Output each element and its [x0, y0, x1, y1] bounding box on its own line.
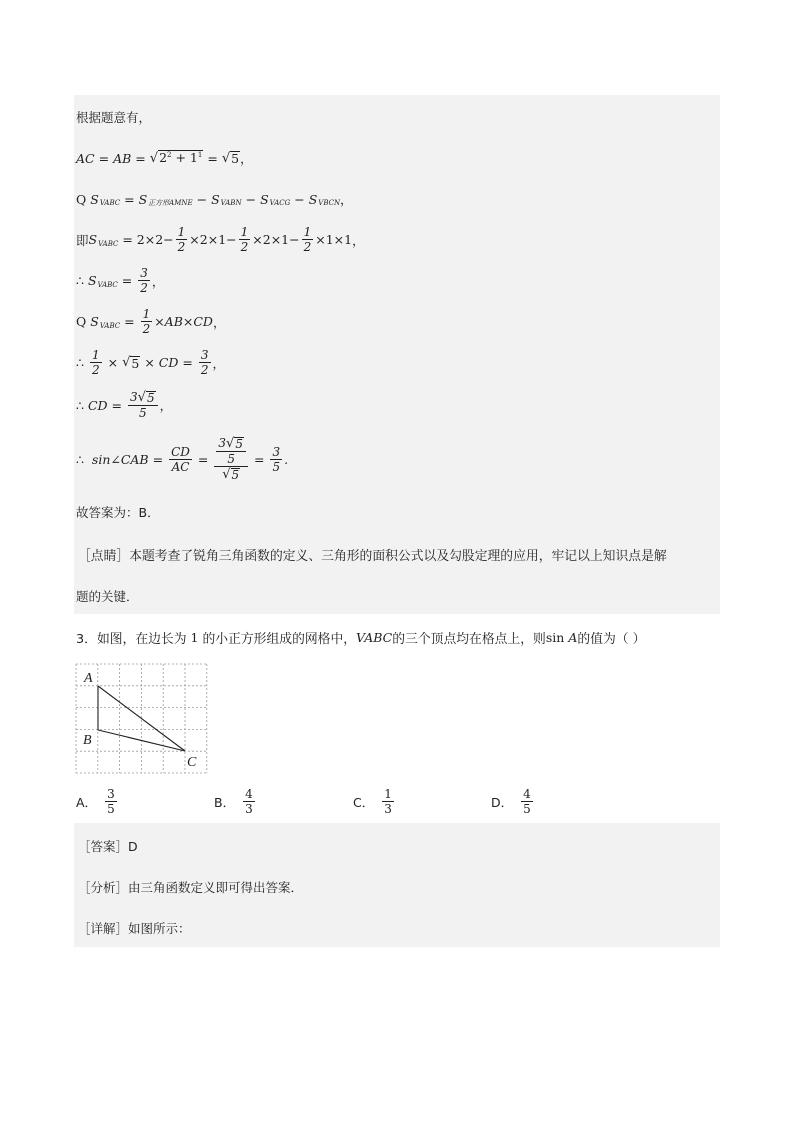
detail-line: ［详解］如图所示：	[78, 921, 191, 936]
option-b[interactable]: B． $\frac{4}{3}$	[214, 787, 253, 816]
var-ab: AB	[113, 150, 132, 166]
grid-figure	[74, 662, 210, 778]
var-ac: AC	[76, 150, 95, 166]
vertex-label-a: A	[84, 671, 93, 686]
answer-line: 故答案为：B．	[76, 505, 160, 520]
equation-area: Q S VABC = S 正方形AMNE − S VABN − S VACG − S VBCN ，	[76, 191, 353, 207]
comment-line-1: ［点睛］本题考查了锐角三角函数的定义、三角形的面积公式以及勾股定理的应用，牢记以上知识点是解	[78, 549, 667, 564]
option-c[interactable]: C． $\frac{1}{3}$	[353, 787, 392, 816]
equation-solve: ∴ $\frac{1}{2}$ × √ 5 × CD = $\frac{3}{2}$ ，	[76, 348, 226, 377]
equation-ac: AC = AB = √ $2^2 + 1^1$ = √ 5 ，	[76, 149, 253, 166]
option-a[interactable]: A． $\frac{3}{5}$	[76, 787, 115, 816]
vertex-label-c: C	[187, 755, 197, 770]
equation-calc: 即 S VABC = 2×2− $\frac{1}{2}$ ×2×1− $\frac{1}{2}$ ×2×1− $\frac{1}{2}$ ×1×1 ，	[76, 225, 365, 254]
equation-cd: ∴ CD = 3 √ 5 5 ，	[76, 390, 173, 420]
sqrt-expression: √ $2^2 + 1^1$	[149, 149, 203, 166]
question-text: 3．如图，在边长为 1 的小正方形组成的网格中， VABC 的三个顶点均在格点上，则 sin A 的值为（ ）	[76, 630, 646, 647]
option-d[interactable]: D． $\frac{4}{5}$	[491, 787, 531, 816]
answer-key: ［答案］D	[78, 839, 138, 854]
equation-result: ∴ S VABC = $\frac{3}{2}$ ，	[76, 266, 165, 295]
intro-line: 根据题意有，	[76, 110, 152, 125]
equation-half: Q S VABC = $\frac{1}{2}$ ×AB×CD ，	[76, 307, 226, 336]
vertex-label-b: B	[83, 733, 92, 748]
analysis-line: ［分析］由三角函数定义即可得出答案．	[78, 880, 304, 895]
sqrt-result: √ 5	[221, 150, 240, 166]
equation-sin: ∴ sin∠CAB = $\frac{CD}{AC}$ = 3 √ 5 5 √ 5 = $\frac{3}{5}$ .	[76, 436, 289, 482]
comment-line-2: 题的关键．	[76, 589, 139, 604]
